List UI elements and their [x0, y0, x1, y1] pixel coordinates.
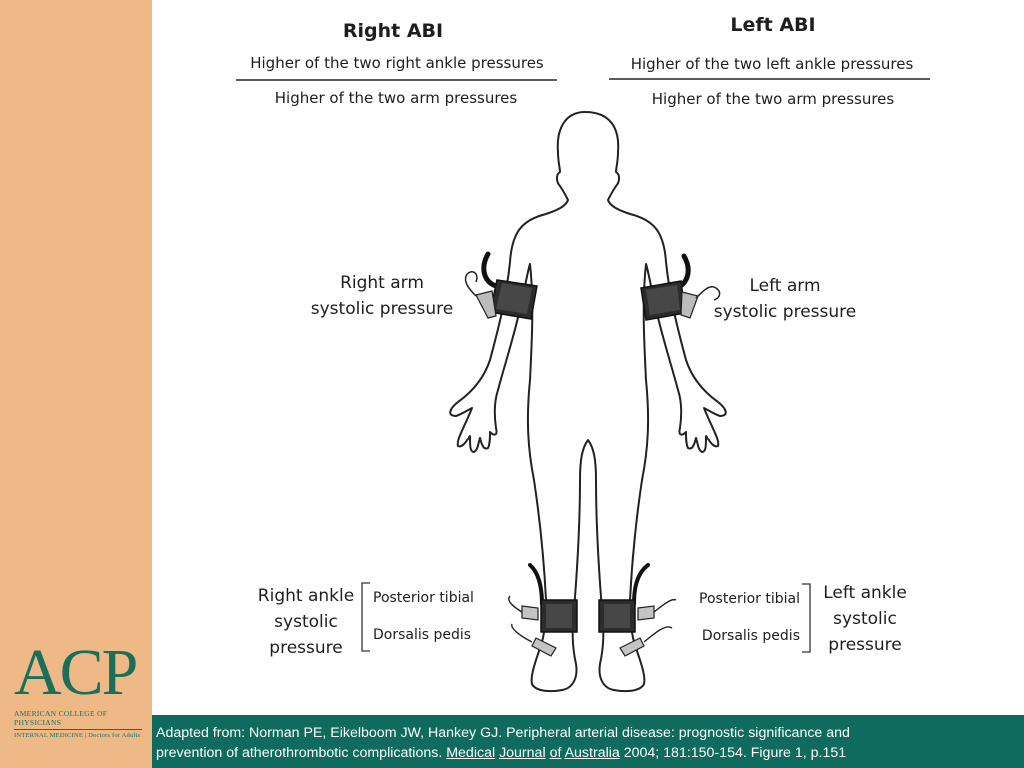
right-abi-numerator: Higher of the two right ankle pressures — [250, 54, 544, 72]
citation-suffix: 2004; 181:150-154. Figure 1, p.151 — [619, 745, 847, 761]
left-arm-label-line2: systolic pressure — [713, 302, 857, 322]
logo-mark: ACP — [14, 636, 137, 709]
right-ankle-label-line3: pressure — [269, 638, 343, 658]
left-posterior-tibial-label: Posterior tibial — [699, 591, 800, 607]
left-ankle-label-line3: pressure — [828, 635, 902, 655]
citation-line-2 — [156, 743, 1024, 763]
right-ankle-label-line1: Right ankle — [257, 586, 355, 606]
journal-word-medical[interactable]: Medical — [446, 745, 496, 761]
right-abi-denominator: Higher of the two arm pressures — [274, 89, 518, 107]
logo-line-1: AMERICAN COLLEGE OF PHYSICIANS — [14, 709, 108, 727]
right-posterior-tibial-label: Posterior tibial — [373, 590, 474, 606]
logo-line-2: INTERNAL MEDICINE | Doctors for Adults — [14, 732, 141, 739]
acp-logo — [14, 636, 148, 739]
journal-word-australia[interactable]: Australia — [564, 745, 620, 761]
sidebar-panel — [0, 0, 152, 768]
left-abi-denominator: Higher of the two arm pressures — [651, 90, 895, 108]
left-dorsalis-pedis-label: Dorsalis pedis — [701, 628, 800, 644]
right-ankle-bracket — [362, 583, 370, 651]
left-ankle-label-line2: systolic — [833, 609, 897, 629]
abi-diagram — [152, 0, 1024, 715]
left-abi-numerator: Higher of the two left ankle pressures — [630, 55, 914, 73]
logo-rule — [14, 729, 142, 730]
left-ankle-label-line1: Left ankle — [823, 583, 907, 603]
citation-line-2-start: prevention of atherothrombotic complications. — [156, 745, 447, 761]
body-outline — [450, 112, 726, 691]
citation-footer — [152, 715, 1024, 768]
journal-word-journal[interactable]: Journal — [499, 745, 546, 761]
right-arm-label-line2: systolic pressure — [310, 299, 454, 319]
left-arm-label-line1: Left arm — [749, 276, 821, 296]
left-abi-title: Left ABI — [730, 14, 816, 36]
citation-line-1: Adapted from: Norman PE, Eikelboom JW, Hankey GJ. Peripheral arterial disease: prognostic significance and — [156, 725, 850, 741]
left-ankle-bracket — [802, 584, 810, 652]
right-ankle-label-line2: systolic — [274, 612, 338, 632]
right-arm-label-line1: Right arm — [340, 273, 424, 293]
right-abi-title: Right ABI — [342, 20, 444, 42]
right-dorsalis-pedis-label: Dorsalis pedis — [373, 627, 472, 643]
journal-word-of[interactable]: of — [549, 745, 562, 761]
